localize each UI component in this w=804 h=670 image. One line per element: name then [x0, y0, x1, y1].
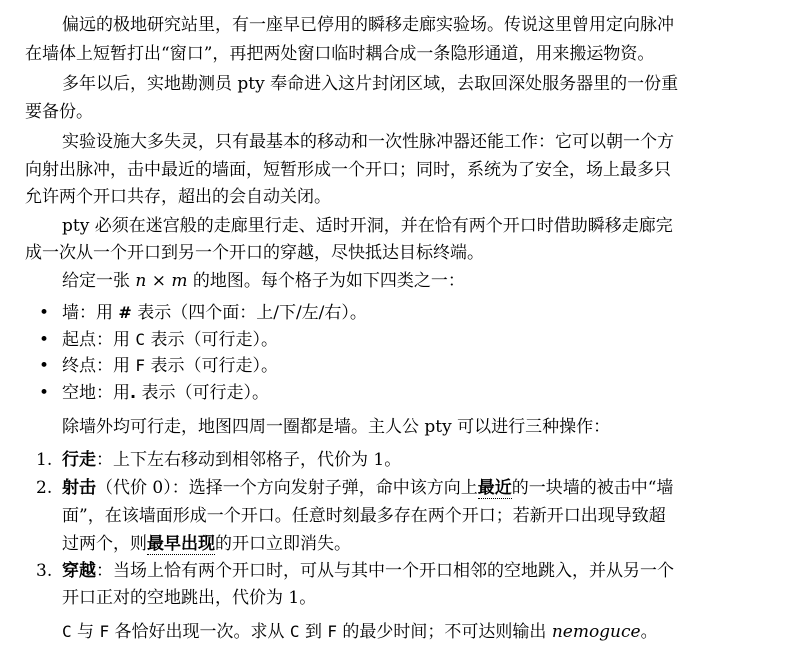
problem-statement: 偏远的极地研究站里，有一座早已停用的瞬移走廊实验场。传说这里曾用定向脉冲 在墙体上短暂打出“窗口”，再把两处窗口临时耦合成一条隐形通道，用来搬运物资。 多年以后，实地勘测员 pty 奉命进入这片封闭区域，去取回深处服务器里的一份重 要备份。 实验设施大多失灵，只有最基本的移动和一次性脉冲器还能工作：它可以朝一个方 向射出脉冲，击中最近的墙面，短暂形成一个开口；同时，系统为了安全，场上最多只 允许两个开口共存，超出的会自动关闭。 pty 必须在迷宫般的走廊里行走、适时开洞，并在恰有两个开口时借助瞬移走廊完 成一次从一个开口到另一个开口的穿越，尽快抵达目标终端。 给定一张 n × m 的地图。每个格子为如下四类之一： • 墙：用 # 表示（四个面：上/下/左/右）。 • 起点：用 C 表示（可行走）。 • 终点：用 F 表示（可行走）。 • 空地：用. 表示（可行走）。 除墙外均可行走，地图四周一圈都是墙。主人公 pty 可以进行三种操作： 1. 行走：上下左右移动到相邻格子，代价为 1。 2. 射击（代价 0）：选择一个方向发射子弹，命中该方向上最近的一块墙的被击中“墙 面”，在该墙面形成一个开口。任意时刻最多存在两个开口；若新开口出现导致超 过两个，则最早出现的开口立即消失。 3. 穿越：当场上恰有两个开口时，可从与其中一个开口相邻的空地跳入，并从另一个 开口正对的空地跳出，代价为 1。 C 与 F 各恰好出现一次。求从 C 到 F 的最少时间；不可达则输出 nemoguce。: [0, 0, 804, 670]
final-requirement: C 与 F 各恰好出现一次。求从 C 到 F 的最少时间；不可达则输出 nemoguce。: [62, 622, 658, 642]
op-shoot-line-2: 面”，在该墙面形成一个开口。任意时刻最多存在两个开口；若新开口出现导致超: [62, 506, 666, 526]
para-4-line-1: pty 必须在迷宫般的走廊里行走、适时开洞，并在恰有两个开口时借助瞬移走廊完: [62, 216, 673, 236]
para-3-line-3: 允许两个开口共存，超出的会自动关闭。: [25, 187, 331, 207]
unreachable-output: nemoguce: [551, 622, 641, 642]
op-traverse-line-2: 开口正对的空地跳出，代价为 1。: [62, 588, 317, 608]
para-2-line-1: 多年以后，实地勘测员 pty 奉命进入这片封闭区域，去取回深处服务器里的一份重: [62, 74, 679, 94]
op-shoot-line-3: 过两个，则最早出现的开口立即消失。: [62, 534, 351, 554]
para-1-line-1: 偏远的极地研究站里，有一座早已停用的瞬移走廊实验场。传说这里曾用定向脉冲: [62, 15, 674, 35]
ops-intro: 除墙外均可行走，地图四周一圈都是墙。主人公 pty 可以进行三种操作：: [62, 417, 611, 437]
para-3-line-2: 向射出脉冲，击中最近的墙面，短暂形成一个开口；同时，系统为了安全，场上最多只: [25, 160, 671, 180]
para-4-line-2: 成一次从一个开口到另一个开口的穿越，尽快抵达目标终端。: [25, 243, 484, 263]
para-1-line-2: 在墙体上短暂打出“窗口”，再把两处窗口临时耦合成一条隐形通道，用来搬运物资。: [25, 44, 655, 64]
given-map-line: 给定一张 n × m 的地图。每个格子为如下四类之一：: [62, 271, 465, 291]
para-2-line-2: 要备份。: [25, 102, 93, 122]
para-3-line-1: 实验设施大多失灵，只有最基本的移动和一次性脉冲器还能工作：它可以朝一个方: [62, 132, 674, 152]
map-size-math: n × m: [135, 271, 188, 291]
